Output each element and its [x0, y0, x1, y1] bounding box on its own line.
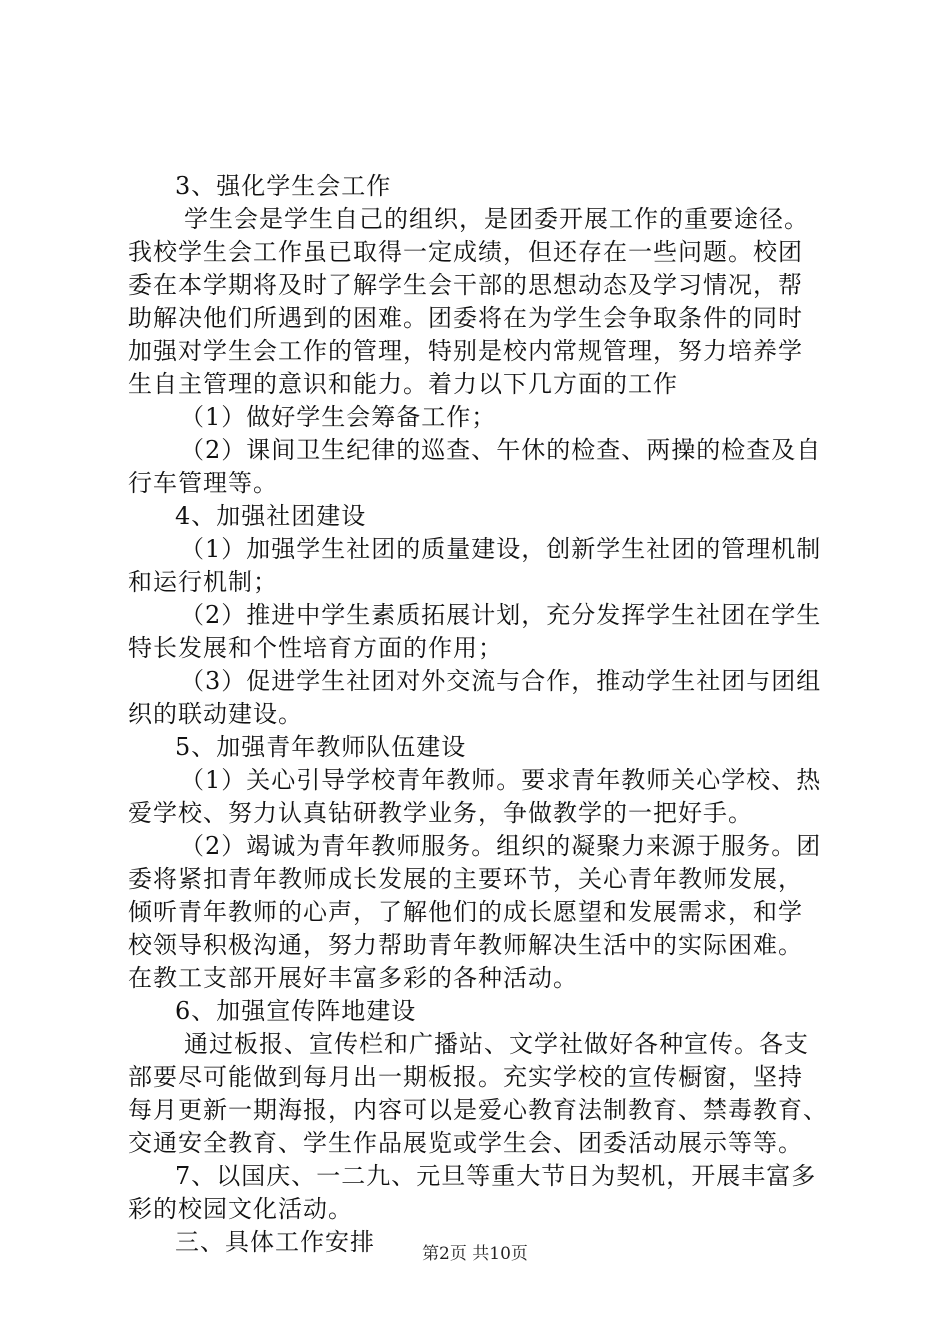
paragraph-line: 我校学生会工作虽已取得一定成绩，但还存在一些问题。校团 — [128, 238, 803, 266]
section-heading: 4、加强社团建设 — [175, 502, 367, 530]
section-heading: 7、以国庆、一二九、元旦等重大节日为契机，开展丰富多 — [175, 1162, 817, 1190]
paragraph-line: 通过板报、宣传栏和广播站、文学社做好各种宣传。各支 — [184, 1030, 809, 1058]
list-item: （1）加强学生社团的质量建设，创新学生社团的管理机制 — [180, 535, 822, 563]
list-item: （2）竭诚为青年教师服务。组织的凝聚力来源于服务。团 — [180, 832, 822, 860]
list-item-continuation: 织的联动建设。 — [128, 700, 303, 728]
list-item: （3）促进学生社团对外交流与合作，推动学生社团与团组 — [180, 667, 822, 695]
list-item-continuation: 委将紧扣青年教师成长发展的主要环节，关心青年教师发展， — [128, 865, 803, 893]
paragraph-line: 部要尽可能做到每月出一期板报。充实学校的宣传橱窗，坚持 — [128, 1063, 803, 1091]
list-item: （2）课间卫生纪律的巡查、午休的检查、两操的检查及自 — [180, 436, 822, 464]
list-item-continuation: 爱学校、努力认真钻研教学业务，争做教学的一把好手。 — [128, 799, 753, 827]
list-item-continuation: 特长发展和个性培育方面的作用； — [128, 634, 503, 662]
section-heading: 6、加强宣传阵地建设 — [175, 997, 417, 1025]
list-item-continuation: 和运行机制； — [128, 568, 278, 596]
paragraph-line: 助解决他们所遇到的困难。团委将在为学生会争取条件的同时 — [128, 304, 803, 332]
paragraph-line: 每月更新一期海报，内容可以是爱心教育法制教育、禁毒教育、 — [128, 1096, 828, 1124]
paragraph-line: 委在本学期将及时了解学生会干部的思想动态及学习情况，帮 — [128, 271, 803, 299]
list-item-continuation: 在教工支部开展好丰富多彩的各种活动。 — [128, 964, 578, 992]
paragraph-line: 加强对学生会工作的管理，特别是校内常规管理，努力培养学 — [128, 337, 803, 365]
paragraph-line: 生自主管理的意识和能力。着力以下几方面的工作 — [128, 370, 678, 398]
list-item: （1）关心引导学校青年教师。要求青年教师关心学校、热 — [180, 766, 822, 794]
list-item-continuation: 校领导积极沟通，努力帮助青年教师解决生活中的实际困难。 — [128, 931, 803, 959]
paragraph-line: 彩的校园文化活动。 — [128, 1195, 353, 1223]
list-item: （2）推进中学生素质拓展计划，充分发挥学生社团在学生 — [180, 601, 822, 629]
paragraph-line: 学生会是学生自己的组织，是团委开展工作的重要途径。 — [184, 205, 809, 233]
section-heading: 三、具体工作安排 — [175, 1228, 375, 1256]
section-heading: 3、强化学生会工作 — [175, 172, 392, 200]
list-item: （1）做好学生会筹备工作； — [180, 403, 497, 431]
paragraph-line: 交通安全教育、学生作品展览或学生会、团委活动展示等等。 — [128, 1129, 803, 1157]
list-item-continuation: 行车管理等。 — [128, 469, 278, 497]
document-body — [128, 170, 838, 1259]
page-number-footer: 第2页 共10页 — [422, 1244, 528, 1264]
list-item-continuation: 倾听青年教师的心声，了解他们的成长愿望和发展需求，和学 — [128, 898, 803, 926]
section-heading: 5、加强青年教师队伍建设 — [175, 733, 467, 761]
